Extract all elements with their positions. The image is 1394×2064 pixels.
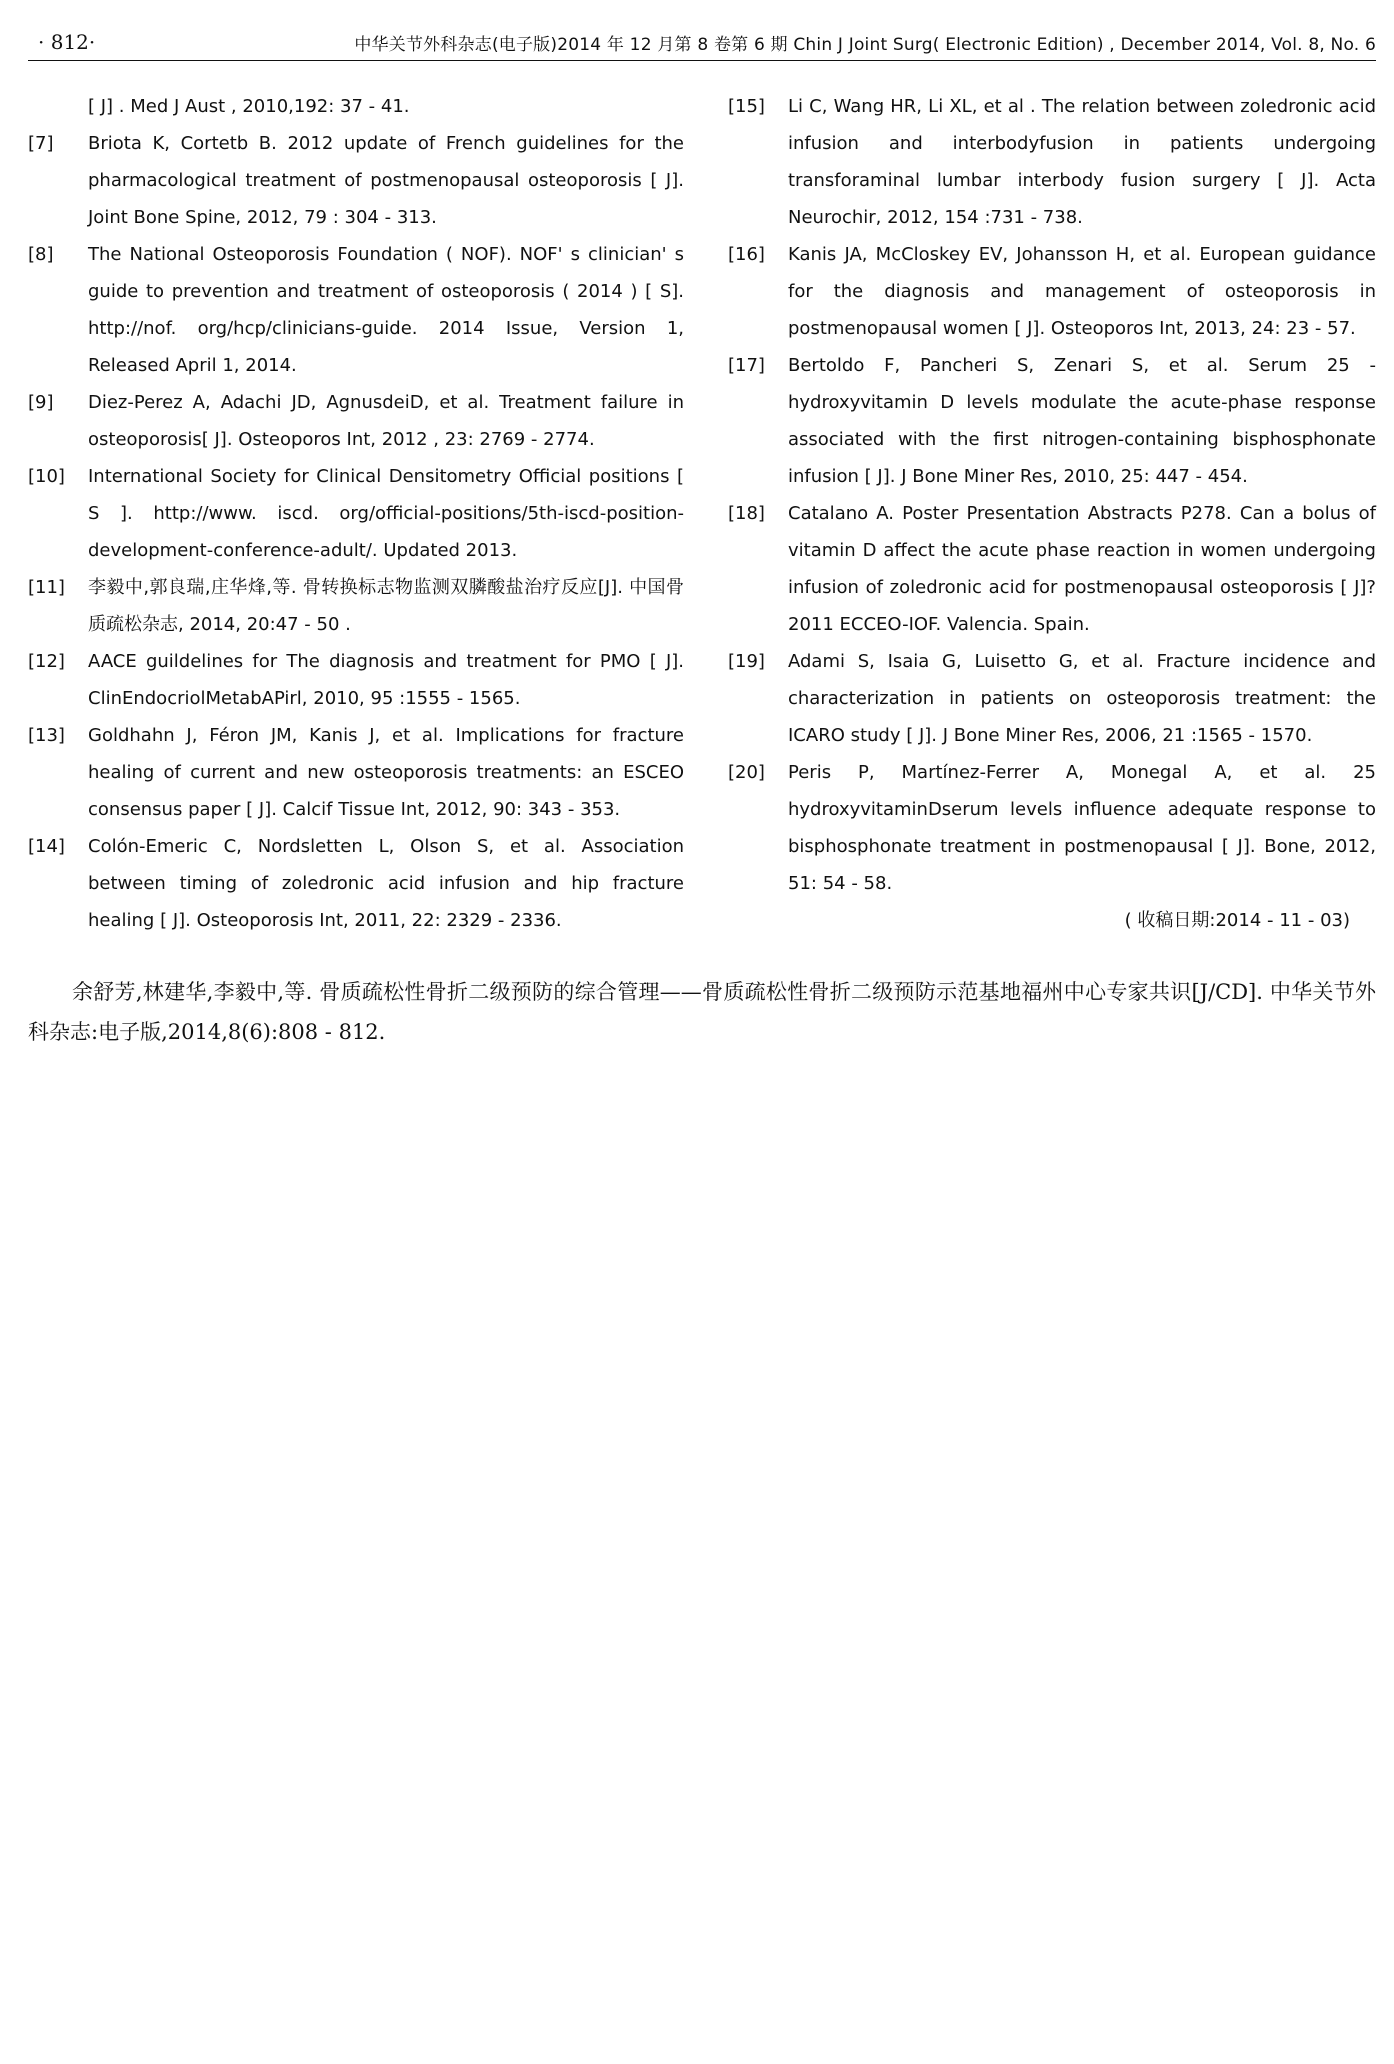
reference-item: [12] AACE guildelines for The diagnosis and treatment for PMO [ J]. ClinEndocriolMetabAPirl, 2010, 95 :1555 - 1565. bbox=[28, 651, 684, 709]
reference-item: [9] Diez-Perez A, Adachi JD, AgnusdeiD, et al. Treatment failure in osteoporosis[ J]. Osteoporos Int, 2012 , 23: 2769 - 2774. bbox=[28, 392, 684, 450]
references-right-column bbox=[728, 88, 1376, 939]
reference-item: [8] The National Osteoporosis Foundation ( NOF). NOF' s clinician' s guide to prevention and treatment of osteoporosis ( 2014 ) [ S]. http://nof. org/hcp/clinicians-guide. 2014 Issue, Version 1, Released April 1, 2014. bbox=[28, 244, 684, 376]
received-date: ( 收稿日期:2014 - 11 - 03) bbox=[1124, 910, 1350, 931]
reference-item: [11] 李毅中,郭良瑞,庄华烽,等. 骨转换标志物监测双膦酸盐治疗反应[J]. 中国骨质疏松杂志, 2014, 20:47 - 50 . bbox=[28, 577, 684, 635]
reference-item: [16] Kanis JA, McCloskey EV, Johansson H, et al. European guidance for the diagnosis and management of osteoporosis in postmenopausal women [ J]. Osteoporos Int, 2013, 24: 23 - 57. bbox=[728, 244, 1376, 339]
citation-paragraph: 余舒芳,林建华,李毅中,等. 骨质疏松性骨折二级预防的综合管理——骨质疏松性骨折二级预防示范基地福州中心专家共识[J/CD]. 中华关节外科杂志:电子版,2014,8(6):808 - 812. bbox=[28, 980, 1376, 1044]
reference-item: [10] International Society for Clinical Densitometry Official positions [ S ]. http://www. iscd. org/official-positions/5th-iscd-position-development-conference-adult/. Updated 2013. bbox=[28, 466, 684, 561]
header-rule bbox=[28, 60, 1376, 61]
reference-item: [7] Briota K, Cortetb B. 2012 update of French guidelines for the pharmacological treatment of postmenopausal osteoporosis [ J]. Joint Bone Spine, 2012, 79 : 304 - 313. bbox=[28, 133, 684, 228]
reference-item: [17] Bertoldo F, Pancheri S, Zenari S, et al. Serum 25 - hydroxyvitamin D levels modulate the acute-phase response associated with the first nitrogen-containing bisphosphonate infusion [ J]. J Bone Miner Res, 2010, 25: 447 - 454. bbox=[728, 355, 1376, 487]
running-header bbox=[28, 30, 1376, 60]
reference-item: [15] Li C, Wang HR, Li XL, et al . The relation between zoledronic acid infusion and interbodyfusion in patients undergoing transforaminal lumbar interbody fusion surgery [ J]. Acta Neurochir, 2012, 154 :731 - 738. bbox=[728, 96, 1376, 228]
reference-item: [19] Adami S, Isaia G, Luisetto G, et al. Fracture incidence and characterization in patients on osteoporosis treatment: the ICARO study [ J]. J Bone Miner Res, 2006, 21 :1565 - 1570. bbox=[728, 651, 1376, 746]
reference-item: [20] Peris P, Martínez-Ferrer A, Monegal A, et al. 25 hydroxyvitaminDserum levels influence adequate response to bisphosphonate treatment in postmenopausal [ J]. Bone, 2012, 51: 54 - 58. bbox=[728, 762, 1376, 894]
reference-item: [18] Catalano A. Poster Presentation Abstracts P278. Can a bolus of vitamin D affect the acute phase reaction in women undergoing infusion of zoledronic acid for postmenopausal osteoporosis [ J]? 2011 ECCEO-IOF. Valencia. Spain. bbox=[728, 503, 1376, 635]
reference-item: [13] Goldhahn J, Féron JM, Kanis J, et al. Implications for fracture healing of current and new osteoporosis treatments: an ESCEO consensus paper [ J]. Calcif Tissue Int, 2012, 90: 343 - 353. bbox=[28, 725, 684, 820]
reference-item: [14] Colón-Emeric C, Nordsletten L, Olson S, et al. Association between timing of zoledronic acid infusion and hip fracture healing [ J]. Osteoporosis Int, 2011, 22: 2329 - 2336. bbox=[28, 836, 684, 931]
page-number: · 812· bbox=[38, 30, 96, 54]
journal-header: 中华关节外科杂志(电子版)2014 年 12 月第 8 卷第 6 期 Chin J Joint Surg( Electronic Edition) , December 2014, Vol. 8, No. 6 bbox=[354, 35, 1376, 55]
reference-item: [ J] . Med J Aust , 2010,192: 37 - 41. bbox=[88, 96, 410, 117]
references-left-column bbox=[28, 88, 684, 939]
